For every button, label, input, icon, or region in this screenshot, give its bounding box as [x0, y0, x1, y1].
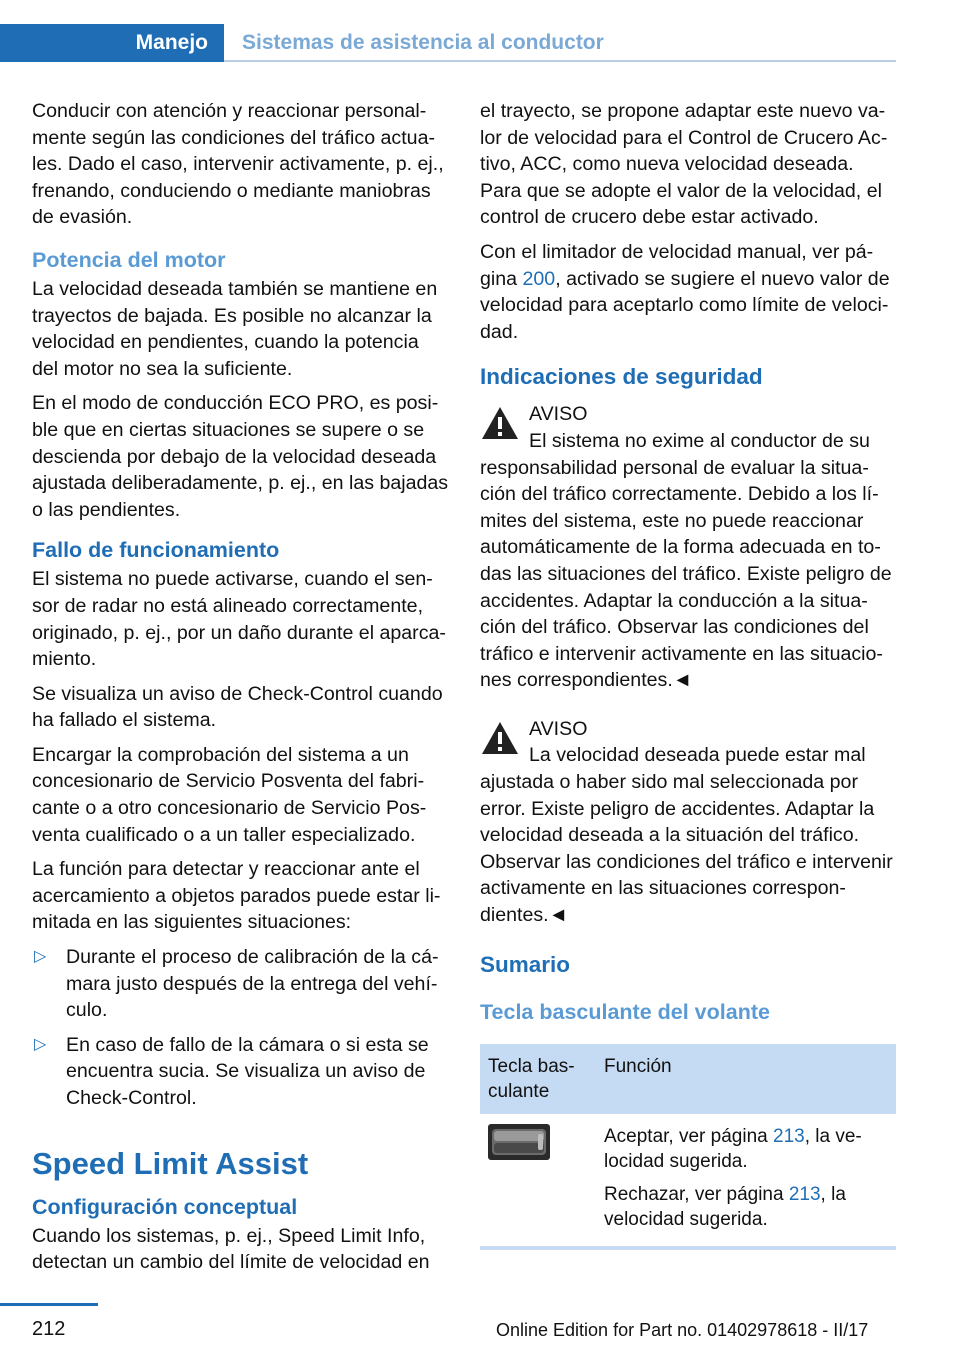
text-fragment: Con el limitador de velocidad manual, ver página	[480, 240, 874, 290]
intro-paragraph: Conducir con atención y reaccionar personalmente según las condiciones del tráfico actuales. Dado el caso, intervenir activamente, p. ej., frenando, conduciendo o mediante maniobras de evasión.	[32, 100, 444, 229]
potencia-heading: Potencia del motor	[32, 247, 226, 272]
continued-paragraph-1: el trayecto, se propone adaptar este nuevo valor de velocidad para el Control de Crucero Activo, ACC, como nueva velocidad deseada. Para que se adopte el valor de la velocidad, el control de crucero debe estar activado.	[480, 100, 888, 229]
situations-list	[32, 944, 450, 1112]
function-cell	[596, 1114, 896, 1248]
page-link-213[interactable]: 213	[788, 1183, 821, 1205]
potencia-paragraph-1: La velocidad deseada también se mantiene en trayectos de bajada. Es posible no alcanzar la velocidad en pendientes, cuando la potencia del motor no sea la suficiente.	[32, 277, 438, 380]
text-fragment: , la velocidad sugerida.	[604, 1125, 862, 1172]
right-column	[480, 98, 896, 1250]
rocker-cell	[480, 1114, 596, 1248]
fallo-heading: Fallo de funcionamiento	[32, 538, 280, 563]
text-fragment: Rechazar, ver página	[604, 1183, 789, 1205]
speed-limit-assist-heading: Speed Limit Assist	[32, 1145, 309, 1181]
warning-triangle-icon	[480, 405, 520, 441]
sumario-heading: Sumario	[480, 951, 571, 977]
warning-first-line: El sistema no exime al conductor de su	[529, 429, 870, 452]
left-column	[32, 98, 450, 1284]
text-fragment: , la velocidad sugerida.	[604, 1183, 846, 1230]
tecla-heading: Tecla basculante del volante	[480, 999, 770, 1024]
table-header-key: Tecla basculante	[480, 1044, 596, 1114]
triangle-bullet-icon: ▷	[34, 1035, 47, 1053]
fallo-paragraph-3: Encargar la comprobación del sistema a un concesionario de Servicio Posventa del fabricante o a otro concesionario de Servicio Posventa cualificado o a un taller especializado.	[32, 743, 427, 846]
text-fragment: , activado se sugiere el nuevo valor de velocidad para aceptarlo como límite de velocidad.	[480, 267, 890, 343]
page-link-213[interactable]: 213	[773, 1125, 805, 1147]
chapter-title: Sistemas de asistencia al conductor	[242, 31, 604, 54]
reject-text	[604, 1182, 888, 1232]
fallo-paragraph-4: La función para detectar y reaccionar ante el acercamiento a objetos parados puede estar limitada en las siguientes situaciones:	[32, 858, 441, 934]
warning-block-1	[480, 401, 896, 694]
rocker-switch-table	[480, 1044, 896, 1250]
triangle-bullet-icon: ▷	[34, 948, 47, 966]
page-link-200[interactable]: 200	[522, 267, 556, 290]
table-row	[480, 1114, 896, 1248]
accept-text	[604, 1124, 888, 1174]
text-fragment: Aceptar, ver página	[604, 1125, 773, 1147]
list-item-text: Durante el proceso de calibración de la cámara justo después de la entrega del vehículo.	[66, 946, 439, 1022]
fallo-paragraph-2: Se visualiza un aviso de Check-Control cuando ha fallado el sistema.	[32, 682, 443, 732]
page-number: 212	[32, 1318, 66, 1340]
list-item	[32, 1032, 450, 1112]
seguridad-heading: Indicaciones de seguridad	[480, 364, 763, 390]
edition-info: Online Edition for Part no. 01402978618 - II/17	[496, 1320, 869, 1340]
list-item-text: En caso de fallo de la cámara o si esta se encuentra sucia. Se visualiza un aviso de Check-Control.	[66, 1033, 429, 1109]
warning-body: ajustada o haber sido mal seleccionada por error. Existe peligro de accidentes. Adaptar la velocidad deseada a la situación del tráfico. Observar las condiciones del tráfico e intervenir activamente en las situaciones correspondientes.◄	[480, 771, 893, 927]
continued-paragraph-2	[480, 239, 896, 345]
header-divider	[224, 60, 896, 62]
potencia-paragraph-2: En el modo de conducción ECO PRO, es posible que en ciertas situaciones se supere o se descienda por debajo de la velocidad deseada ajustada deliberadamente, p. ej., en las bajadas o las pendientes.	[32, 392, 449, 521]
warning-title: AVISO	[529, 403, 588, 426]
list-item	[32, 944, 450, 1024]
warning-body: responsabilidad personal de evaluar la situación del tráfico correctamente. Debido a los límites del sistema, este no puede reaccionar automáticamente de la forma adecuada en todas las situaciones del tráfico. Existe peligro de accidentes. Adaptar la conducción a la situación del tráfico. Observar las condiciones del tráfico e intervenir activamente en las situaciones correspondientes.◄	[480, 456, 892, 692]
page-header	[0, 0, 960, 62]
warning-block-2	[480, 716, 896, 929]
config-paragraph: Cuando los sistemas, p. ej., Speed Limit Info, detectan un cambio del límite de velocidad en	[32, 1224, 430, 1274]
warning-first-line: La velocidad deseada puede estar mal	[529, 744, 866, 767]
fallo-paragraph-1: El sistema no puede activarse, cuando el sensor de radar no está alineado correctamente, originado, p. ej., por un daño durante el aparcamiento.	[32, 568, 446, 671]
rocker-switch-icon	[488, 1124, 550, 1160]
section-tab: Manejo	[0, 24, 224, 62]
footer-divider	[0, 1303, 98, 1306]
config-heading: Configuración conceptual	[32, 1194, 298, 1219]
warning-title: AVISO	[529, 717, 588, 740]
warning-triangle-icon	[480, 720, 520, 756]
table-header-function: Función	[596, 1044, 896, 1114]
